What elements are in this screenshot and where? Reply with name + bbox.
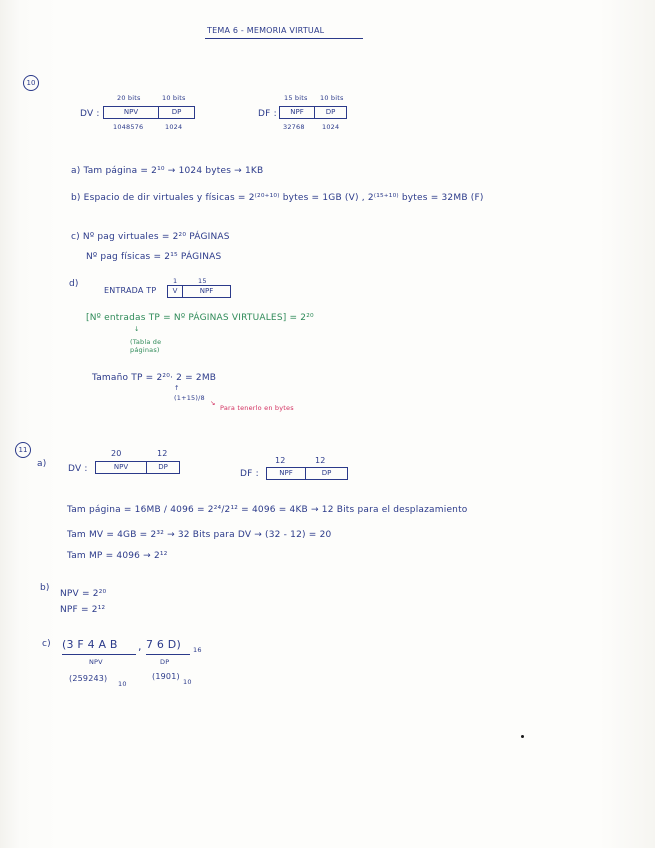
ex10-dv-label: DV : bbox=[80, 109, 100, 119]
ex11-df-box bbox=[266, 467, 348, 480]
ex10-df-bits-npf: 15 bits bbox=[284, 94, 308, 102]
ex10-d-red-note: Para tenerlo en bytes bbox=[220, 404, 294, 412]
ex11-c-under-dp: DP bbox=[160, 658, 170, 666]
page-title: TEMA 6 - MEMORIA VIRTUAL bbox=[207, 26, 325, 35]
ex11-c-dp-underline bbox=[146, 654, 190, 655]
ex11-c-dec-npv: (259243) bbox=[69, 674, 108, 683]
ex10-d-bits-npf: 15 bbox=[198, 277, 207, 285]
ex10-d-size-sub: (1+15)/8 bbox=[174, 394, 205, 402]
ex10-dv-dp-cell: DP bbox=[171, 108, 182, 116]
ex10-df-dp-cell: DP bbox=[325, 108, 336, 116]
ex10-df-bits-dp: 10 bits bbox=[320, 94, 344, 102]
ex11-c-npv-underline bbox=[62, 654, 136, 655]
ex10-df-box bbox=[279, 106, 347, 119]
ex11-dv-dp-cell: DP bbox=[158, 463, 168, 471]
ex10-df-label: DF : bbox=[258, 109, 277, 119]
ex10-d-bits-v: 1 bbox=[173, 277, 178, 285]
ex11-c-hex-npv: (3 F 4 A B bbox=[62, 638, 118, 651]
ex10-d-note: (Tabla de páginas) bbox=[130, 338, 162, 355]
ex10-d-size-arrow: ↑ bbox=[174, 384, 180, 392]
ex11-line-page-size: Tam página = 16MB / 4096 = 2²⁴/2¹² = 4096 = 4KB → 12 Bits para el desplazamiento bbox=[67, 505, 468, 515]
ex10-d-size: Tamaño TP = 2²⁰· 2 = 2MB bbox=[92, 373, 217, 383]
ex11-line-mv: Tam MV = 4GB = 2³² → 32 Bits para DV → (32 - 12) = 20 bbox=[67, 530, 332, 540]
ex11-a-label: a) bbox=[37, 459, 47, 469]
ex10-dv-bits-npv: 20 bits bbox=[117, 94, 141, 102]
ex10-dv-npv-cell: NPV bbox=[123, 108, 139, 116]
ex10-answer-b: b) Espacio de dir virtuales y físicas = 2⁽²⁰⁺¹⁰⁾ bytes = 1GB (V) , 2⁽¹⁵⁺¹⁰⁾ bytes = 32MB (F) bbox=[71, 193, 484, 203]
ex10-answer-c1: c) Nº pag virtuales = 2²⁰ PÁGINAS bbox=[71, 232, 230, 242]
ex10-df-npf-cell: NPF bbox=[290, 108, 304, 116]
ex10-df-npf-count: 32768 bbox=[283, 123, 305, 131]
ex11-dv-bits-dp: 12 bbox=[157, 449, 168, 458]
ex11-c-comma: , bbox=[138, 640, 142, 653]
ex10-df-dp-count: 1024 bbox=[322, 123, 340, 131]
ex10-d-arrow: ↓ bbox=[134, 325, 140, 333]
exercise-10-number: 10 bbox=[23, 75, 39, 91]
ex10-d-red-arrow: ↘ bbox=[210, 399, 216, 407]
ex11-c-dec-dp: (1901) bbox=[152, 672, 180, 681]
ex10-answer-c2: Nº pag físicas = 2¹⁵ PÁGINAS bbox=[86, 252, 222, 262]
ex10-answer-a: a) Tam página = 2¹⁰ → 1024 bytes → 1KB bbox=[71, 166, 264, 176]
ex10-d-entry-box bbox=[167, 285, 231, 298]
ex11-df-npf-cell: NPF bbox=[279, 469, 293, 477]
ex11-c-dec-npv-base: 10 bbox=[118, 680, 127, 688]
ex10-dv-bits-dp: 10 bits bbox=[162, 94, 186, 102]
ex11-c-hex-dp: 7 6 D) bbox=[146, 638, 181, 651]
ex10-d-npf-cell: NPF bbox=[199, 287, 214, 295]
ex11-dv-label: DV : bbox=[68, 464, 88, 474]
ex11-df-label: DF : bbox=[240, 469, 259, 479]
ex11-df-bits-npf: 12 bbox=[275, 456, 286, 465]
ex10-d-entrada: ENTRADA TP bbox=[104, 286, 157, 295]
ex10-dv-npv-count: 1048576 bbox=[113, 123, 144, 131]
ex10-d-label: d) bbox=[69, 279, 79, 289]
ex11-dv-bits-npv: 20 bbox=[111, 449, 122, 458]
ex11-c-label: c) bbox=[42, 639, 51, 649]
ex11-dv-npv-cell: NPV bbox=[113, 463, 129, 471]
ex11-c-under-npv: NPV bbox=[89, 658, 103, 666]
ex11-df-bits-dp: 12 bbox=[315, 456, 326, 465]
ex10-d-equation: [Nº entradas TP = Nº PÁGINAS VIRTUALES] = 2²⁰ bbox=[86, 313, 314, 323]
ex10-dv-box bbox=[103, 106, 195, 119]
ex11-b-npv: NPV = 2²⁰ bbox=[60, 589, 107, 599]
ex11-b-label: b) bbox=[40, 583, 50, 593]
ex11-c-base: 16 bbox=[193, 646, 202, 654]
ex11-line-mp: Tam MP = 4096 → 2¹² bbox=[67, 551, 168, 561]
ex10-dv-dp-count: 1024 bbox=[165, 123, 183, 131]
ex11-c-dec-dp-base: 10 bbox=[183, 678, 192, 686]
ink-dot bbox=[521, 735, 524, 738]
ex11-dv-box bbox=[95, 461, 180, 474]
title-underline bbox=[205, 38, 363, 39]
ex11-b-npf: NPF = 2¹² bbox=[60, 605, 106, 615]
ex11-df-dp-cell: DP bbox=[321, 469, 332, 477]
ex10-d-v-cell: V bbox=[172, 287, 178, 295]
exercise-11-number: 11 bbox=[15, 442, 31, 458]
